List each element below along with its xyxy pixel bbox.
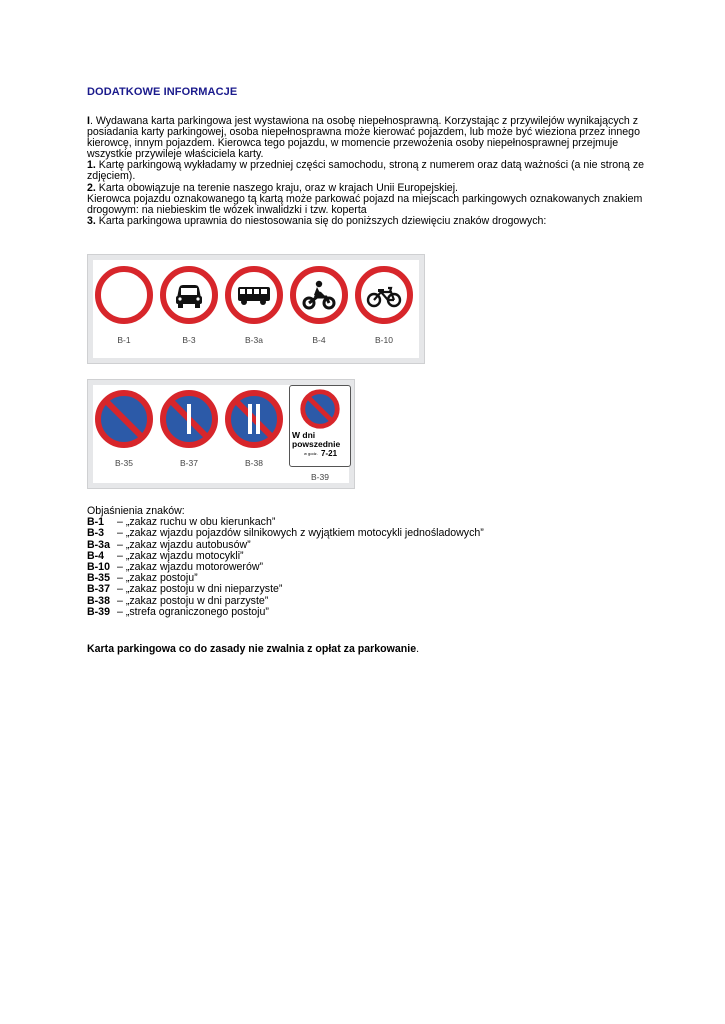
sign-code-label: B-39 bbox=[311, 472, 329, 482]
paragraph-marker: 1. bbox=[87, 159, 96, 172]
sign-legend bbox=[87, 506, 484, 618]
no-stopping-odd-days-sign-icon bbox=[160, 390, 218, 448]
legend-desc: – „zakaz wjazdu motorowerów” bbox=[117, 561, 264, 574]
legend-code: B-35 bbox=[87, 572, 110, 585]
legend-title: Objaśnienia znaków: bbox=[87, 505, 185, 517]
sign-code-label: B-38 bbox=[245, 458, 263, 468]
no-stopping-sign-icon bbox=[95, 390, 153, 448]
sign-code-label: B-35 bbox=[115, 458, 133, 468]
paragraph-intro bbox=[87, 116, 647, 160]
paragraph-marker: I bbox=[87, 115, 90, 127]
paragraph-marker: 3. bbox=[87, 214, 96, 227]
car-icon bbox=[160, 266, 218, 324]
empty-prohibition-sign-icon bbox=[95, 266, 153, 324]
legend-desc: – „zakaz wjazdu pojazdów silnikowych z wyjątkiem motocykli jednośladowych” bbox=[117, 527, 484, 540]
no-stopping-even-days-sign-icon bbox=[225, 390, 283, 448]
sign-code-label: B-1 bbox=[117, 335, 131, 345]
legend-desc: – „zakaz ruchu w obu kierunkach” bbox=[117, 516, 276, 529]
paragraph-2b bbox=[87, 194, 647, 216]
footer-note bbox=[87, 643, 419, 655]
info-text bbox=[87, 116, 647, 227]
legend-desc: – „zakaz postoju w dni parzyste” bbox=[117, 594, 269, 607]
sign-code-label: B-37 bbox=[180, 458, 198, 468]
legend-desc: – „zakaz wjazdu autobusów” bbox=[117, 538, 251, 551]
motorcycle-icon bbox=[290, 266, 348, 324]
footer-period: . bbox=[416, 643, 420, 655]
legend-desc: – „strefa ograniczonego postoju” bbox=[117, 605, 269, 618]
sign-code-label: B-4 bbox=[312, 335, 326, 345]
legend-code: B-4 bbox=[87, 549, 105, 562]
bus-icon bbox=[225, 266, 283, 324]
no-stopping-symbol-icon bbox=[300, 389, 340, 429]
sign-code-label: B-3a bbox=[245, 335, 263, 345]
zone-sign-hours: 7-21 bbox=[321, 449, 338, 458]
legend-code: B-3a bbox=[87, 538, 110, 551]
sign-code-label: B-10 bbox=[375, 335, 393, 345]
paragraph-3 bbox=[87, 216, 647, 227]
paragraph-1 bbox=[87, 160, 647, 182]
paragraph-text: Karta obowiązuje na terenie naszego kraju, oraz w krajach Unii Europejskiej. bbox=[95, 181, 458, 194]
moped-icon bbox=[355, 266, 413, 324]
paragraph-text: Kartę parkingową wykładamy w przedniej części samochodu, stroną z numerem oraz datą ważności (a nie stroną ze zdjęciem). bbox=[87, 159, 645, 183]
legend-code: B-38 bbox=[87, 594, 110, 607]
legend-desc: – „zakaz postoju w dni nieparzyste” bbox=[117, 583, 283, 596]
paragraph-marker: 2. bbox=[87, 181, 96, 194]
legend-row bbox=[87, 607, 484, 618]
zone-sign-small-text: w godz. bbox=[304, 451, 318, 456]
legend-desc: – „zakaz postoju” bbox=[117, 572, 198, 585]
paragraph-text: . Wydawana karta parkingowa jest wystawiona na osobę niepełnosprawną. Korzystając z przywilejów wynikających z posiadania karty parkingowej, osoba niepełnosprawna może kierować pojazdem, lub może być wieziona przez innego kierowcę, innym pojazdem. Kierowca tego pojazdu, w momencie przewożenia osoby niepełnosprawnej przejmuje wszystkie przywileje właściciela karty. bbox=[87, 115, 640, 161]
page-heading: DODATKOWE INFORMACJE bbox=[87, 86, 238, 98]
legend-desc: – „zakaz wjazdu motocykli” bbox=[117, 549, 244, 562]
zone-sign-text: powszednie bbox=[292, 439, 341, 449]
zone-sign-text: W dni bbox=[292, 430, 316, 440]
legend-code: B-10 bbox=[87, 561, 110, 574]
legend-code: B-3 bbox=[87, 527, 105, 540]
limited-parking-zone-sign-icon bbox=[289, 385, 351, 467]
sign-code-label: B-3 bbox=[182, 335, 196, 345]
signs-panel-prohibition bbox=[87, 254, 425, 364]
legend-code: B-37 bbox=[87, 583, 110, 596]
legend-code: B-1 bbox=[87, 516, 105, 529]
paragraph-text: Karta parkingowa uprawnia do niestosowania się do poniższych dziewięciu znaków drogowych: bbox=[95, 214, 547, 227]
legend-code: B-39 bbox=[87, 605, 110, 618]
footer-bold-text: Karta parkingowa co do zasady nie zwalnia z opłat za parkowanie bbox=[87, 643, 417, 655]
signs-panel-stopping bbox=[87, 379, 355, 489]
paragraph-text: Kierowca pojazdu oznakowanego tą kartą może parkować pojazd na miejscach parkingowych oznakowanych znakiem drogowym: na niebieskim tle wózek inwalidzki i tzw. koperta bbox=[87, 192, 643, 216]
